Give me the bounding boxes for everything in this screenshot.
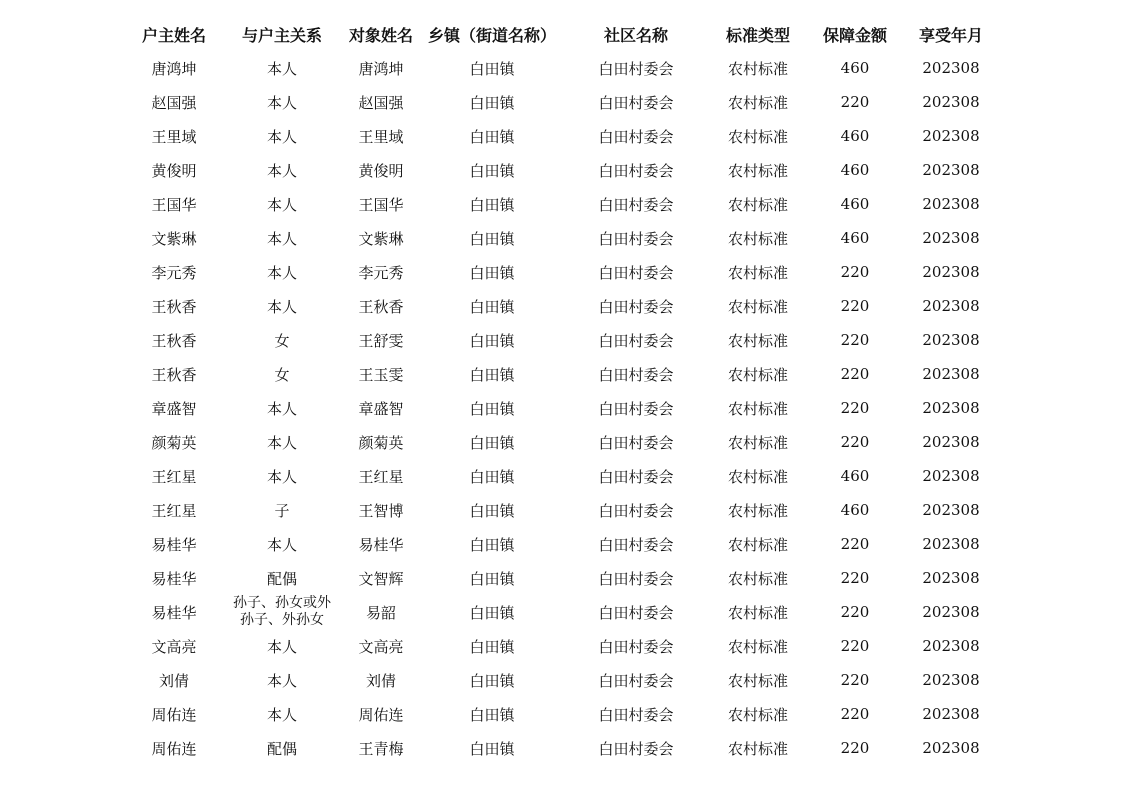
cell-relation: 本人	[266, 705, 297, 724]
cell-relation: 本人	[266, 535, 297, 554]
table-body	[120, 51, 994, 765]
header-subject: 对象姓名	[348, 25, 413, 45]
cell-month: 202308	[922, 433, 980, 451]
cell-town: 白田镇	[469, 161, 515, 180]
cell-month: 202308	[922, 569, 980, 587]
cell-town: 白田镇	[469, 365, 515, 384]
cell-month: 202308	[922, 229, 980, 247]
cell-month: 202308	[922, 127, 980, 145]
cell-amount: 220	[840, 705, 870, 723]
table-row	[120, 493, 994, 527]
cell-householder: 李元秀	[151, 263, 197, 282]
cell-town: 白田镇	[469, 569, 515, 588]
cell-amount: 220	[840, 399, 870, 417]
cell-standard: 农村标准	[727, 739, 788, 758]
cell-standard: 农村标准	[727, 297, 788, 316]
cell-town: 白田镇	[469, 637, 515, 656]
header-town: 乡镇（街道名称）	[427, 25, 556, 45]
header-community: 社区名称	[603, 25, 668, 45]
cell-amount: 460	[840, 59, 870, 77]
cell-householder: 刘倩	[158, 671, 189, 690]
cell-householder: 文紫琳	[151, 229, 197, 248]
cell-community: 白田村委会	[598, 739, 674, 758]
header-standard: 标准类型	[725, 25, 790, 45]
cell-month: 202308	[922, 297, 980, 315]
cell-relation: 本人	[266, 671, 297, 690]
cell-standard: 农村标准	[727, 637, 788, 656]
cell-householder: 章盛智	[151, 399, 197, 418]
cell-relation: 本人	[266, 127, 297, 146]
cell-community: 白田村委会	[598, 195, 674, 214]
cell-town: 白田镇	[469, 195, 515, 214]
cell-householder: 周佑连	[151, 739, 197, 758]
cell-month: 202308	[922, 161, 980, 179]
cell-subject: 李元秀	[358, 263, 404, 282]
cell-community: 白田村委会	[598, 263, 674, 282]
cell-householder: 黄俊明	[151, 161, 197, 180]
cell-subject: 王智博	[358, 501, 404, 520]
cell-community: 白田村委会	[598, 365, 674, 384]
cell-month: 202308	[922, 501, 980, 519]
cell-relation: 本人	[266, 161, 297, 180]
cell-month: 202308	[922, 603, 980, 621]
table-row	[120, 731, 994, 765]
cell-amount: 220	[840, 93, 870, 111]
cell-month: 202308	[922, 671, 980, 689]
table-row	[120, 697, 994, 731]
cell-amount: 460	[840, 127, 870, 145]
cell-community: 白田村委会	[598, 297, 674, 316]
cell-community: 白田村委会	[598, 705, 674, 724]
cell-standard: 农村标准	[727, 59, 788, 78]
cell-relation: 本人	[266, 399, 297, 418]
header-month: 享受年月	[918, 25, 983, 45]
cell-amount: 460	[840, 501, 870, 519]
table-header-row	[120, 17, 994, 51]
cell-town: 白田镇	[469, 93, 515, 112]
header-amount: 保障金额	[822, 25, 887, 45]
cell-subject: 王国华	[358, 195, 404, 214]
cell-subject: 唐鸿坤	[358, 59, 404, 78]
cell-amount: 220	[840, 433, 870, 451]
cell-community: 白田村委会	[598, 433, 674, 452]
table-row	[120, 187, 994, 221]
cell-relation: 本人	[266, 59, 297, 78]
cell-amount: 220	[840, 569, 870, 587]
cell-town: 白田镇	[469, 399, 515, 418]
cell-town: 白田镇	[469, 705, 515, 724]
cell-subject: 刘倩	[365, 671, 396, 690]
cell-community: 白田村委会	[598, 535, 674, 554]
cell-subject: 易桂华	[358, 535, 404, 554]
cell-relation: 本人	[266, 433, 297, 452]
cell-amount: 460	[840, 467, 870, 485]
cell-subject: 王舒雯	[358, 331, 404, 350]
cell-community: 白田村委会	[598, 161, 674, 180]
cell-subject: 文高亮	[358, 637, 404, 656]
cell-subject: 文智辉	[358, 569, 404, 588]
cell-subject: 易韶	[365, 603, 396, 622]
cell-month: 202308	[922, 637, 980, 655]
cell-subject: 王秋香	[358, 297, 404, 316]
cell-amount: 220	[840, 263, 870, 281]
table-row	[120, 595, 994, 629]
table-row	[120, 255, 994, 289]
cell-community: 白田村委会	[598, 671, 674, 690]
cell-householder: 周佑连	[151, 705, 197, 724]
cell-community: 白田村委会	[598, 59, 674, 78]
cell-amount: 220	[840, 535, 870, 553]
cell-standard: 农村标准	[727, 93, 788, 112]
cell-town: 白田镇	[469, 467, 515, 486]
cell-subject: 文紫琳	[358, 229, 404, 248]
cell-householder: 王里域	[151, 127, 197, 146]
cell-month: 202308	[922, 705, 980, 723]
table-row	[120, 85, 994, 119]
cell-householder: 易桂华	[151, 569, 197, 588]
cell-month: 202308	[922, 535, 980, 553]
cell-relation: 配偶	[266, 569, 297, 588]
table-row	[120, 51, 994, 85]
table-row	[120, 119, 994, 153]
header-householder: 户主姓名	[141, 25, 206, 45]
cell-standard: 农村标准	[727, 161, 788, 180]
cell-relation: 女	[274, 331, 290, 350]
cell-town: 白田镇	[469, 59, 515, 78]
cell-town: 白田镇	[469, 535, 515, 554]
cell-amount: 220	[840, 603, 870, 621]
cell-month: 202308	[922, 365, 980, 383]
cell-month: 202308	[922, 93, 980, 111]
cell-town: 白田镇	[469, 671, 515, 690]
cell-householder: 王红星	[151, 501, 197, 520]
cell-subject: 王里域	[358, 127, 404, 146]
cell-relation: 孙子、孙女或外孙子、外孙女	[233, 595, 331, 628]
cell-month: 202308	[922, 263, 980, 281]
cell-amount: 220	[840, 365, 870, 383]
cell-amount: 220	[840, 671, 870, 689]
cell-standard: 农村标准	[727, 501, 788, 520]
cell-town: 白田镇	[469, 603, 515, 622]
table-row	[120, 391, 994, 425]
cell-town: 白田镇	[469, 229, 515, 248]
cell-community: 白田村委会	[598, 637, 674, 656]
cell-month: 202308	[922, 331, 980, 349]
cell-amount: 460	[840, 195, 870, 213]
cell-town: 白田镇	[469, 331, 515, 350]
cell-relation: 本人	[266, 229, 297, 248]
cell-householder: 易桂华	[151, 603, 197, 622]
cell-relation: 子	[274, 501, 290, 520]
cell-standard: 农村标准	[727, 331, 788, 350]
table-row	[120, 357, 994, 391]
cell-standard: 农村标准	[727, 603, 788, 622]
cell-subject: 周佑连	[358, 705, 404, 724]
table-row	[120, 629, 994, 663]
cell-householder: 文高亮	[151, 637, 197, 656]
cell-standard: 农村标准	[727, 671, 788, 690]
cell-relation: 本人	[266, 637, 297, 656]
cell-relation: 女	[274, 365, 290, 384]
cell-householder: 王秋香	[151, 331, 197, 350]
cell-standard: 农村标准	[727, 705, 788, 724]
cell-community: 白田村委会	[598, 501, 674, 520]
cell-subject: 王红星	[358, 467, 404, 486]
table-row	[120, 561, 994, 595]
cell-householder: 易桂华	[151, 535, 197, 554]
cell-town: 白田镇	[469, 263, 515, 282]
cell-community: 白田村委会	[598, 127, 674, 146]
cell-community: 白田村委会	[598, 399, 674, 418]
table-row	[120, 459, 994, 493]
cell-town: 白田镇	[469, 501, 515, 520]
table-row	[120, 663, 994, 697]
cell-standard: 农村标准	[727, 263, 788, 282]
cell-householder: 王秋香	[151, 365, 197, 384]
cell-subject: 王青梅	[358, 739, 404, 758]
cell-relation: 本人	[266, 467, 297, 486]
cell-month: 202308	[922, 399, 980, 417]
cell-householder: 颜菊英	[151, 433, 197, 452]
cell-standard: 农村标准	[727, 127, 788, 146]
cell-standard: 农村标准	[727, 433, 788, 452]
cell-standard: 农村标准	[727, 569, 788, 588]
cell-amount: 460	[840, 161, 870, 179]
cell-subject: 黄俊明	[358, 161, 404, 180]
cell-relation: 本人	[266, 263, 297, 282]
cell-month: 202308	[922, 467, 980, 485]
cell-amount: 460	[840, 229, 870, 247]
header-relation: 与户主关系	[241, 25, 322, 45]
cell-relation: 本人	[266, 93, 297, 112]
table-row	[120, 221, 994, 255]
cell-standard: 农村标准	[727, 535, 788, 554]
cell-standard: 农村标准	[727, 399, 788, 418]
cell-standard: 农村标准	[727, 229, 788, 248]
cell-town: 白田镇	[469, 127, 515, 146]
cell-relation: 本人	[266, 297, 297, 316]
table-row	[120, 425, 994, 459]
table-row	[120, 527, 994, 561]
cell-subject: 颜菊英	[358, 433, 404, 452]
cell-community: 白田村委会	[598, 569, 674, 588]
beneficiary-table	[120, 17, 994, 765]
cell-community: 白田村委会	[598, 93, 674, 112]
table-row	[120, 323, 994, 357]
cell-standard: 农村标准	[727, 195, 788, 214]
cell-amount: 220	[840, 739, 870, 757]
cell-month: 202308	[922, 195, 980, 213]
table-row	[120, 153, 994, 187]
cell-subject: 赵国强	[358, 93, 404, 112]
cell-community: 白田村委会	[598, 603, 674, 622]
cell-community: 白田村委会	[598, 229, 674, 248]
cell-householder: 唐鸿坤	[151, 59, 197, 78]
cell-amount: 220	[840, 637, 870, 655]
cell-householder: 王秋香	[151, 297, 197, 316]
cell-householder: 王红星	[151, 467, 197, 486]
cell-standard: 农村标准	[727, 467, 788, 486]
cell-amount: 220	[840, 297, 870, 315]
cell-relation: 本人	[266, 195, 297, 214]
cell-subject: 章盛智	[358, 399, 404, 418]
cell-month: 202308	[922, 739, 980, 757]
cell-relation: 配偶	[266, 739, 297, 758]
cell-standard: 农村标准	[727, 365, 788, 384]
cell-town: 白田镇	[469, 297, 515, 316]
cell-householder: 赵国强	[151, 93, 197, 112]
cell-amount: 220	[840, 331, 870, 349]
cell-town: 白田镇	[469, 739, 515, 758]
cell-month: 202308	[922, 59, 980, 77]
cell-community: 白田村委会	[598, 467, 674, 486]
cell-town: 白田镇	[469, 433, 515, 452]
cell-subject: 王玉雯	[358, 365, 404, 384]
cell-community: 白田村委会	[598, 331, 674, 350]
table-row	[120, 289, 994, 323]
cell-householder: 王国华	[151, 195, 197, 214]
